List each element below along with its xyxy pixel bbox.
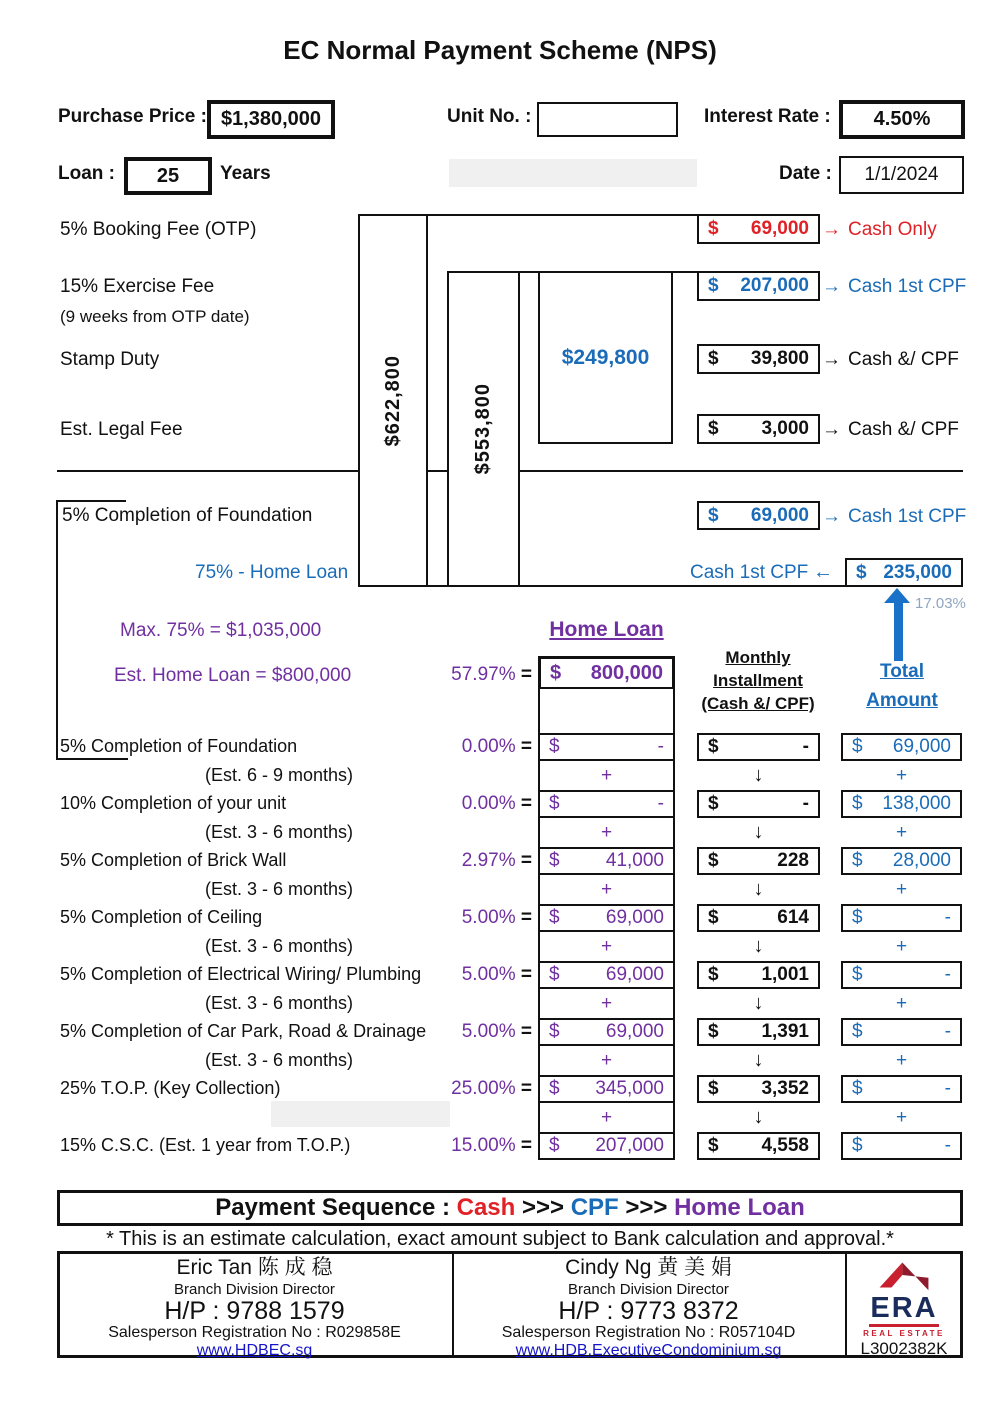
total-header-line2: Amount bbox=[866, 690, 938, 711]
row-sublabel: (Est. 3 - 6 months) bbox=[205, 993, 354, 1013]
dollar-sign: $ bbox=[708, 275, 719, 296]
cash-term: Cash bbox=[456, 1194, 516, 1221]
agent-phone: H/P : 9788 1579 bbox=[164, 1297, 345, 1325]
plus-cell: + bbox=[538, 1101, 675, 1134]
down-arrow-icon: ↓ bbox=[753, 992, 764, 1014]
exercise-fee-label: 15% Exercise Fee bbox=[60, 276, 215, 297]
row-label: 5% Completion of Ceiling bbox=[60, 907, 263, 927]
total-after-booking-bracket bbox=[447, 271, 520, 587]
fees-subtotal-box bbox=[538, 271, 673, 444]
est-loan-note: Est. Home Loan = $800,000 bbox=[114, 665, 352, 686]
plus-icon: + bbox=[895, 1107, 908, 1128]
loan-cell: $ 69,000 bbox=[538, 1018, 675, 1046]
legal-via: Cash &/ CPF bbox=[848, 419, 959, 440]
stamp-amount: 39,800 bbox=[750, 348, 809, 369]
total-cell: $ - bbox=[841, 904, 962, 932]
interest-rate-value: 4.50% bbox=[873, 108, 931, 130]
row-sublabel: (Est. 3 - 6 months) bbox=[205, 879, 354, 899]
total-cell: $ - bbox=[841, 1018, 962, 1046]
down-arrow-icon: ↓ bbox=[753, 821, 764, 843]
row-percentage: 5.00% = bbox=[461, 964, 532, 985]
dollar-sign: $ bbox=[708, 504, 719, 526]
purchase-price-label: Purchase Price : bbox=[58, 106, 207, 127]
total-all-bracket bbox=[358, 214, 428, 587]
home-loan-term: Home Loan bbox=[674, 1194, 805, 1221]
monthly-cell: $ 1,391 bbox=[697, 1018, 820, 1046]
dollar-sign: $ bbox=[708, 218, 719, 239]
plus-cell: + bbox=[538, 930, 675, 963]
loan-label: Loan : bbox=[58, 163, 115, 184]
plus-cell: + bbox=[538, 987, 675, 1020]
row-percentage: 5.00% = bbox=[461, 907, 532, 928]
max-loan-note: Max. 75% = $1,035,000 bbox=[120, 620, 322, 641]
balance-percentage: 17.03% bbox=[915, 595, 966, 612]
booking-via: Cash Only bbox=[848, 219, 937, 240]
agent-website-link[interactable]: www.HDB.ExecutiveCondominium.sg bbox=[515, 1342, 782, 1359]
monthly-header-line3: (Cash &/ CPF) bbox=[701, 694, 815, 713]
agent-registration: Salesperson Registration No : R029858E bbox=[108, 1324, 401, 1341]
payment-sequence-text: Payment Sequence : Cash >>> CPF >>> Home Loan bbox=[215, 1194, 805, 1221]
era-rule bbox=[869, 1324, 939, 1327]
interest-rate-field[interactable] bbox=[839, 100, 965, 139]
plus-icon: + bbox=[895, 1050, 908, 1071]
redacted-field bbox=[449, 159, 697, 187]
foundation-via: Cash 1st CPF bbox=[848, 506, 967, 527]
plus-cell: + bbox=[538, 873, 675, 906]
foundation-amount: 69,000 bbox=[750, 504, 809, 526]
dollar-sign: $ bbox=[708, 418, 719, 439]
row-label: 5% Completion of Brick Wall bbox=[60, 850, 287, 870]
row-percentage: 0.00% = bbox=[461, 736, 532, 757]
years-label: Years bbox=[220, 163, 271, 184]
date-label: Date : bbox=[779, 163, 832, 184]
foundation-bracket-top-tick bbox=[56, 500, 126, 502]
legal-amount: 3,000 bbox=[761, 418, 809, 439]
agent-title: Branch Division Director bbox=[568, 1281, 729, 1298]
loan-cell: $ 345,000 bbox=[538, 1075, 675, 1103]
row-sublabel: (Est. 3 - 6 months) bbox=[205, 1050, 354, 1070]
date-field[interactable] bbox=[839, 156, 964, 194]
down-arrow-icon: ↓ bbox=[753, 1106, 764, 1128]
booking-amount-box bbox=[697, 214, 820, 244]
loan-years-value: 25 bbox=[156, 164, 180, 187]
row-label: 25% T.O.P. (Key Collection) bbox=[60, 1078, 281, 1098]
era-tagline: REAL ESTATE bbox=[863, 1329, 945, 1338]
interest-rate-label: Interest Rate : bbox=[704, 106, 831, 127]
total-cell: $ - bbox=[841, 961, 962, 989]
row-sublabel: (Est. 3 - 6 months) bbox=[205, 936, 354, 956]
empty-cell bbox=[538, 687, 675, 735]
total-cell: $ - bbox=[841, 1075, 962, 1103]
home-loan-title: Home Loan bbox=[549, 618, 664, 641]
agent-phone: H/P : 9773 8372 bbox=[558, 1297, 739, 1325]
monthly-header-line2: Installment bbox=[713, 671, 803, 690]
unit-no-label: Unit No. : bbox=[447, 106, 532, 127]
row-percentage: 25.00% = bbox=[451, 1078, 532, 1099]
booking-fee-label: 5% Booking Fee (OTP) bbox=[60, 219, 257, 240]
monthly-cell: $ 4,558 bbox=[697, 1132, 820, 1160]
row-label: 5% Completion of Car Park, Road & Drainage bbox=[60, 1021, 427, 1041]
total-cell: $ 28,000 bbox=[841, 847, 962, 875]
row-sublabel: (Est. 6 - 9 months) bbox=[205, 765, 354, 785]
total-cell: $ 69,000 bbox=[841, 733, 962, 761]
balance-label: 75% - Home Loan bbox=[195, 562, 349, 583]
plus-icon: + bbox=[895, 993, 908, 1014]
row-percentage: 5.00% = bbox=[461, 1021, 532, 1042]
plus-cell: + bbox=[538, 1044, 675, 1077]
loan-cell: $ 41,000 bbox=[538, 847, 675, 875]
stamp-amount-box bbox=[697, 344, 820, 374]
down-arrow-icon: ↓ bbox=[753, 764, 764, 786]
total-header-line1: Total bbox=[880, 661, 924, 682]
row-percentage: 15.00% = bbox=[451, 1135, 532, 1156]
row-label: 5% Completion of Foundation bbox=[60, 736, 298, 756]
agent-name: Eric Tan 陈 成 稳 bbox=[176, 1256, 333, 1279]
monthly-cell: $ 228 bbox=[697, 847, 820, 875]
agent-website-link[interactable]: www.HDBEC.sg bbox=[196, 1342, 313, 1359]
agent-title: Branch Division Director bbox=[174, 1281, 335, 1298]
row-label: 15% C.S.C. (Est. 1 year from T.O.P.) bbox=[60, 1135, 351, 1155]
up-arrow-shaft bbox=[894, 601, 903, 661]
plus-icon: + bbox=[895, 822, 908, 843]
redacted-row bbox=[271, 1101, 450, 1127]
legal-fee-label: Est. Legal Fee bbox=[60, 419, 183, 440]
monthly-cell: $ 3,352 bbox=[697, 1075, 820, 1103]
monthly-cell: $ - bbox=[697, 733, 820, 761]
down-arrow-icon: ↓ bbox=[753, 1049, 764, 1071]
balance-via: Cash 1st CPF bbox=[690, 562, 809, 583]
loan-cell: $ 207,000 bbox=[538, 1132, 675, 1160]
plus-icon: + bbox=[895, 765, 908, 786]
total-after-booking-value: $553,800 bbox=[472, 383, 494, 475]
loan-cell: $ - bbox=[538, 790, 675, 818]
monthly-header-line1: Monthly bbox=[725, 648, 791, 667]
dollar-sign: $ bbox=[708, 348, 719, 369]
monthly-cell: $ 614 bbox=[697, 904, 820, 932]
agent-name: Cindy Ng 黄 美 娟 bbox=[565, 1256, 732, 1279]
era-roof-icon bbox=[862, 1256, 946, 1294]
row-percentage: 0.00% = bbox=[461, 793, 532, 814]
plus-icon: + bbox=[895, 936, 908, 957]
exercise-fee-sublabel: (9 weeks from OTP date) bbox=[60, 307, 250, 326]
loan-years-field[interactable] bbox=[124, 157, 212, 195]
balance-amount: 235,000 bbox=[883, 561, 952, 583]
total-cell: $ 138,000 bbox=[841, 790, 962, 818]
dollar-sign: $ bbox=[856, 561, 867, 583]
page-title: EC Normal Payment Scheme (NPS) bbox=[283, 35, 717, 65]
down-arrow-icon: ↓ bbox=[753, 878, 764, 900]
monthly-cell: $ 1,001 bbox=[697, 961, 820, 989]
booking-amount: 69,000 bbox=[750, 218, 809, 239]
purchase-price-field[interactable] bbox=[207, 100, 335, 139]
dollar-sign: $ bbox=[550, 661, 562, 684]
home-loan-amount-box bbox=[538, 656, 675, 690]
stamp-via: Cash &/ CPF bbox=[848, 349, 959, 370]
era-brand: ERA bbox=[870, 1292, 938, 1324]
foundation-bracket-vertical bbox=[56, 500, 58, 760]
exercise-amount: 207,000 bbox=[740, 275, 809, 296]
row-percentage: 2.97% = bbox=[461, 850, 532, 871]
loan-cell: $ - bbox=[538, 733, 675, 761]
plus-cell: + bbox=[538, 816, 675, 849]
payment-sequence-banner bbox=[57, 1190, 963, 1226]
agent-registration: Salesperson Registration No : R057104D bbox=[501, 1324, 796, 1341]
row-label: 10% Completion of your unit bbox=[60, 793, 287, 813]
left-arrow-icon: ← bbox=[813, 561, 833, 583]
purchase-price-value: $1,380,000 bbox=[220, 108, 322, 130]
exercise-via: Cash 1st CPF bbox=[848, 276, 967, 297]
foundation-bracket-bottom-tick bbox=[56, 758, 128, 760]
home-loan-amount: 800,000 bbox=[590, 661, 663, 684]
right-arrow-icon: → bbox=[822, 419, 841, 440]
unit-no-field[interactable] bbox=[537, 102, 678, 137]
right-arrow-icon: → bbox=[822, 276, 841, 297]
monthly-cell: $ - bbox=[697, 790, 820, 818]
loan-cell: $ 69,000 bbox=[538, 904, 675, 932]
era-license: L3002382K bbox=[860, 1339, 948, 1358]
foundation-label: 5% Completion of Foundation bbox=[62, 505, 313, 526]
plus-cell: + bbox=[538, 759, 675, 792]
right-arrow-icon: → bbox=[822, 349, 841, 370]
stamp-duty-label: Stamp Duty bbox=[60, 349, 160, 370]
cpf-term: CPF bbox=[570, 1194, 619, 1221]
disclaimer-note: * This is an estimate calculation, exact amount subject to Bank calculation and approval.* bbox=[106, 1228, 894, 1250]
down-arrow-icon: ↓ bbox=[753, 935, 764, 957]
right-arrow-icon: → bbox=[822, 506, 841, 527]
loan-percentage: 57.97% = bbox=[451, 664, 532, 685]
foundation-amount-box bbox=[697, 501, 820, 530]
row-sublabel: (Est. 3 - 6 months) bbox=[205, 822, 354, 842]
bracket-bottom-line bbox=[358, 585, 845, 587]
right-arrow-icon: → bbox=[822, 219, 841, 240]
balance-amount-box bbox=[845, 558, 963, 587]
date-value: 1/1/2024 bbox=[864, 164, 939, 185]
loan-cell: $ 69,000 bbox=[538, 961, 675, 989]
row-label: 5% Completion of Electrical Wiring/ Plumbing bbox=[60, 964, 422, 984]
fees-subtotal-value: $249,800 bbox=[561, 345, 650, 369]
total-all-value: $622,800 bbox=[381, 354, 404, 447]
exercise-amount-box bbox=[697, 271, 820, 301]
legal-amount-box bbox=[697, 414, 820, 444]
total-cell: $ - bbox=[841, 1132, 962, 1160]
plus-icon: + bbox=[895, 879, 908, 900]
